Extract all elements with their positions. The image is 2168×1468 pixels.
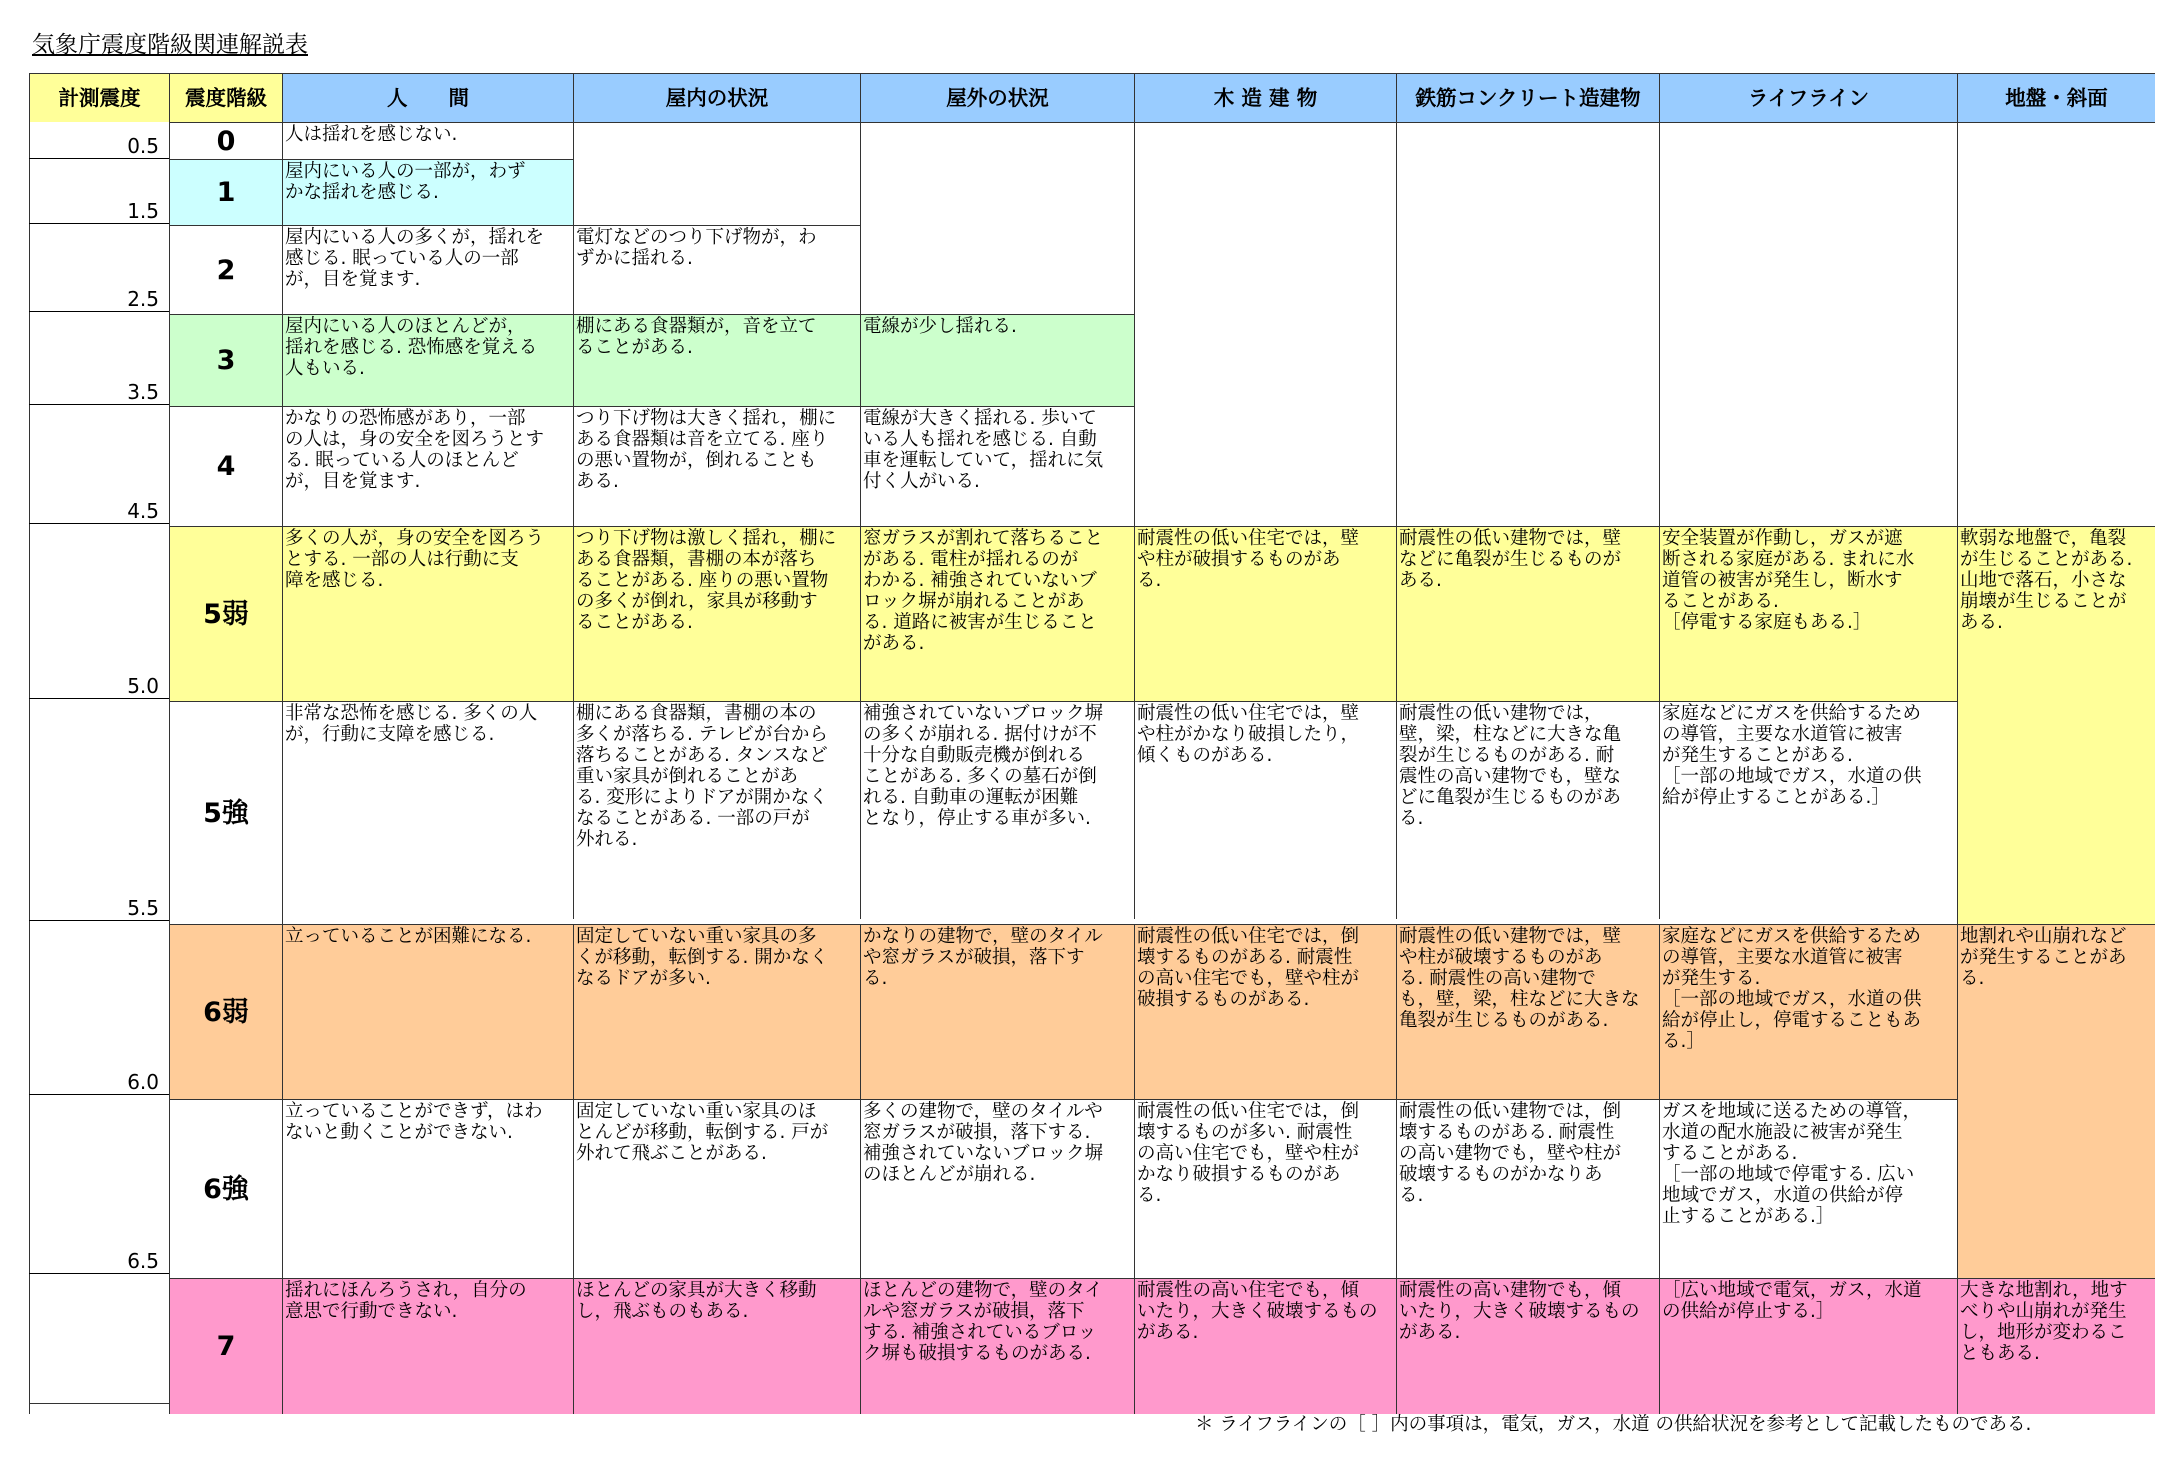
indoor-cell: 電灯などのつり下げ物が，わ ずかに揺れる.: [573, 225, 860, 314]
concrete-cell: 耐震性の低い建物では，壁 や柱が破壊するものがあ る. 耐震性の高い建物で も，壁，梁，柱などに大きな 亀裂が生じるものがある.: [1396, 924, 1659, 1099]
header-intensity-level: 震度階級: [169, 73, 282, 122]
human-cell: かなりの恐怖感があり，一部 の人は，身の安全を図ろうとす る. 眠っている人のほとんど が，目を覚ます.: [282, 406, 573, 526]
scale-tick: [29, 1249, 169, 1274]
wooden-cell: 耐震性の低い住宅では，壁 や柱が破損するものがあ る.: [1134, 526, 1396, 701]
human-cell: 立っていることが困難になる.: [282, 924, 573, 1099]
indoor-cell: 固定していない重い家具のほ とんどが移動，転倒する. 戸が 外れて飛ぶことがある.: [573, 1099, 860, 1278]
outdoor-cell: かなりの建物で，壁のタイル や窓ガラスが破損，落下す る.: [860, 924, 1134, 1099]
ground-cell: 地割れや山崩れなど が発生することがあ る.: [1957, 924, 2155, 1278]
indoor-cell: ほとんどの家具が大きく移動 し，飛ぶものもある.: [573, 1278, 860, 1414]
level-cell: 4: [169, 406, 282, 526]
indoor-cell: つり下げ物は大きく揺れ，棚に ある食器類は音を立てる. 座り の悪い置物が，倒れることも ある.: [573, 406, 860, 526]
header-indoor: 屋内の状況: [573, 73, 860, 122]
human-cell: 立っていることができず，はわ ないと動くことができない.: [282, 1099, 573, 1278]
human-cell: 多くの人が，身の安全を図ろう とする. 一部の人は行動に支 障を感じる.: [282, 526, 573, 701]
scale-tick: [29, 380, 169, 405]
lifeline-cell: 安全装置が作動し，ガスが遮 断される家庭がある. まれに水 道管の被害が発生し，断水す ることがある. ［停電する家庭もある.］: [1659, 526, 1957, 701]
header-concrete-buildings: 鉄筋コンクリート造建物: [1396, 73, 1659, 122]
wooden-empty-cell: [1134, 122, 1396, 526]
level-cell: 5強: [169, 701, 282, 924]
scale-tick: [29, 896, 169, 921]
outdoor-cell: ほとんどの建物で，壁のタイ ルや窓ガラスが破損，落下 する. 補強されているブロッ ク塀も破損するものがある.: [860, 1278, 1134, 1414]
indoor-cell: つり下げ物は激しく揺れ，棚に ある食器類，書棚の本が落ち ることがある. 座りの悪い置物 の多くが倒れ，家具が移動す ることがある.: [573, 526, 860, 701]
ground-empty-cell: [1957, 122, 2155, 526]
scale-tick-label: 4.5: [127, 499, 159, 523]
lifeline-empty-cell: [1659, 122, 1957, 526]
scale-tick-label: 5.5: [127, 896, 159, 920]
outdoor-cell: 多くの建物で，壁のタイルや 窓ガラスが破損，落下する. 補強されていないブロック塀 のほとんどが崩れる.: [860, 1099, 1134, 1278]
level-cell: 6弱: [169, 924, 282, 1099]
indoor-empty-cell: [573, 122, 860, 225]
level-cell: 0: [169, 122, 282, 159]
indoor-cell: 固定していない重い家具の多 くが移動，転倒する. 開かなく なるドアが多い.: [573, 924, 860, 1099]
lifeline-cell: 家庭などにガスを供給するため の導管，主要な水道管に被害 が発生する. ［一部の地域でガス，水道の供 給が停止し，停電することもあ る.］: [1659, 924, 1957, 1099]
level-cell: 1: [169, 159, 282, 225]
header-wooden-buildings: 木 造 建 物: [1134, 73, 1396, 122]
scale-tick-label: 1.5: [127, 199, 159, 223]
header-outdoor: 屋外の状況: [860, 73, 1134, 122]
scale-tick: [29, 499, 169, 524]
level-cell: 6強: [169, 1099, 282, 1278]
ground-cell: 大きな地割れ，地す べりや山崩れが発生 し，地形が変わるこ ともある.: [1957, 1278, 2155, 1414]
level-cell: 7: [169, 1278, 282, 1414]
measured-intensity-scale: [29, 122, 169, 1404]
scale-tick-label: 6.5: [127, 1249, 159, 1273]
header-lifelines: ライフライン: [1659, 73, 1957, 122]
scale-tick: [29, 199, 169, 224]
level-cell: 2: [169, 225, 282, 314]
header-measured-intensity: 計測震度: [29, 73, 169, 122]
footnote: ＊ ライフラインの［ ］内の事項は，電気，ガス，水道 の供給状況を参考として記載したものである.: [1195, 1414, 2032, 1435]
scale-tick: [29, 134, 169, 159]
lifeline-cell: 家庭などにガスを供給するため の導管，主要な水道管に被害 が発生することがある. ［一部の地域でガス，水道の供 給が停止することがある.］: [1659, 701, 1957, 919]
human-cell: 人は揺れを感じない.: [282, 122, 573, 159]
wooden-cell: 耐震性の低い住宅では，壁 や柱がかなり破損したり， 傾くものがある.: [1134, 701, 1396, 919]
page-title: 気象庁震度階級関連解説表: [32, 32, 308, 58]
lifeline-cell: ［広い地域で電気，ガス，水道 の供給が停止する.］: [1659, 1278, 1957, 1414]
scale-tick-label: 6.0: [127, 1070, 159, 1094]
outdoor-cell: 窓ガラスが割れて落ちること がある. 電柱が揺れるのが わかる. 補強されていないブ ロック塀が崩れることがあ る. 道路に被害が生じること がある.: [860, 526, 1134, 701]
outdoor-cell: 電線が大きく揺れる. 歩いて いる人も揺れを感じる. 自動 車を運転していて，揺れに気 付く人がいる.: [860, 406, 1134, 526]
human-cell: 屋内にいる人の多くが，揺れを 感じる. 眠っている人の一部 が，目を覚ます.: [282, 225, 573, 314]
wooden-cell: 耐震性の低い住宅では，倒 壊するものがある. 耐震性 の高い住宅でも，壁や柱が 破損するものがある.: [1134, 924, 1396, 1099]
indoor-cell: 棚にある食器類，書棚の本の 多くが落ちる. テレビが台から 落ちることがある. タンスなど 重い家具が倒れることがあ る. 変形によりドアが開かなく なることがある. 一部の戸が 外れる.: [573, 701, 860, 919]
scale-tick-label: 0.5: [127, 134, 159, 158]
scale-tick-label: 3.5: [127, 380, 159, 404]
lifeline-cell: ガスを地域に送るための導管， 水道の配水施設に被害が発生 することがある. ［一部の地域で停電する. 広い 地域でガス，水道の供給が停 止することがある.］: [1659, 1099, 1957, 1278]
human-cell: 非常な恐怖を感じる. 多くの人 が，行動に支障を感じる.: [282, 701, 573, 924]
scale-tick-label: 2.5: [127, 287, 159, 311]
ground-cell: 軟弱な地盤で，亀裂 が生じることがある. 山地で落石，小さな 崩壊が生じることが ある.: [1957, 526, 2155, 924]
outdoor-cell: 電線が少し揺れる.: [860, 314, 1134, 406]
header-ground-slopes: 地盤・斜面: [1957, 73, 2155, 122]
human-cell: 屋内にいる人の一部が，わず かな揺れを感じる.: [282, 159, 573, 225]
outdoor-cell: 補強されていないブロック塀 の多くが崩れる. 据付けが不 十分な自動販売機が倒れる ことがある. 多くの墓石が倒 れる. 自動車の運転が困難 となり，停止する車が多い.: [860, 701, 1134, 919]
header-human: 人 間: [282, 73, 573, 122]
human-cell: 揺れにほんろうされ，自分の 意思で行動できない.: [282, 1278, 573, 1414]
seismic-intensity-table: [29, 73, 2139, 1404]
level-cell: 5弱: [169, 526, 282, 701]
human-cell: 屋内にいる人のほとんどが， 揺れを感じる. 恐怖感を覚える 人もいる.: [282, 314, 573, 406]
concrete-cell: 耐震性の高い建物でも，傾 いたり，大きく破壊するもの がある.: [1396, 1278, 1659, 1414]
concrete-cell: 耐震性の低い建物では，壁 などに亀裂が生じるものが ある.: [1396, 526, 1659, 701]
concrete-empty-cell: [1396, 122, 1659, 526]
outdoor-empty-cell: [860, 122, 1134, 314]
concrete-cell: 耐震性の低い建物では，倒 壊するものがある. 耐震性 の高い建物でも，壁や柱が 破壊するものがかなりあ る.: [1396, 1099, 1659, 1278]
level-cell: 3: [169, 314, 282, 406]
scale-tick-label: 5.0: [127, 674, 159, 698]
scale-tick: [29, 287, 169, 312]
wooden-cell: 耐震性の高い住宅でも，傾 いたり，大きく破壊するもの がある.: [1134, 1278, 1396, 1414]
wooden-cell: 耐震性の低い住宅では，倒 壊するものが多い. 耐震性 の高い住宅でも，壁や柱が かなり破損するものがあ る.: [1134, 1099, 1396, 1278]
indoor-cell: 棚にある食器類が，音を立て ることがある.: [573, 314, 860, 406]
scale-tick: [29, 1070, 169, 1095]
concrete-cell: 耐震性の低い建物では， 壁，梁，柱などに大きな亀 裂が生じるものがある. 耐 震性の高い建物でも，壁な どに亀裂が生じるものがあ る.: [1396, 701, 1659, 919]
scale-tick: [29, 674, 169, 699]
